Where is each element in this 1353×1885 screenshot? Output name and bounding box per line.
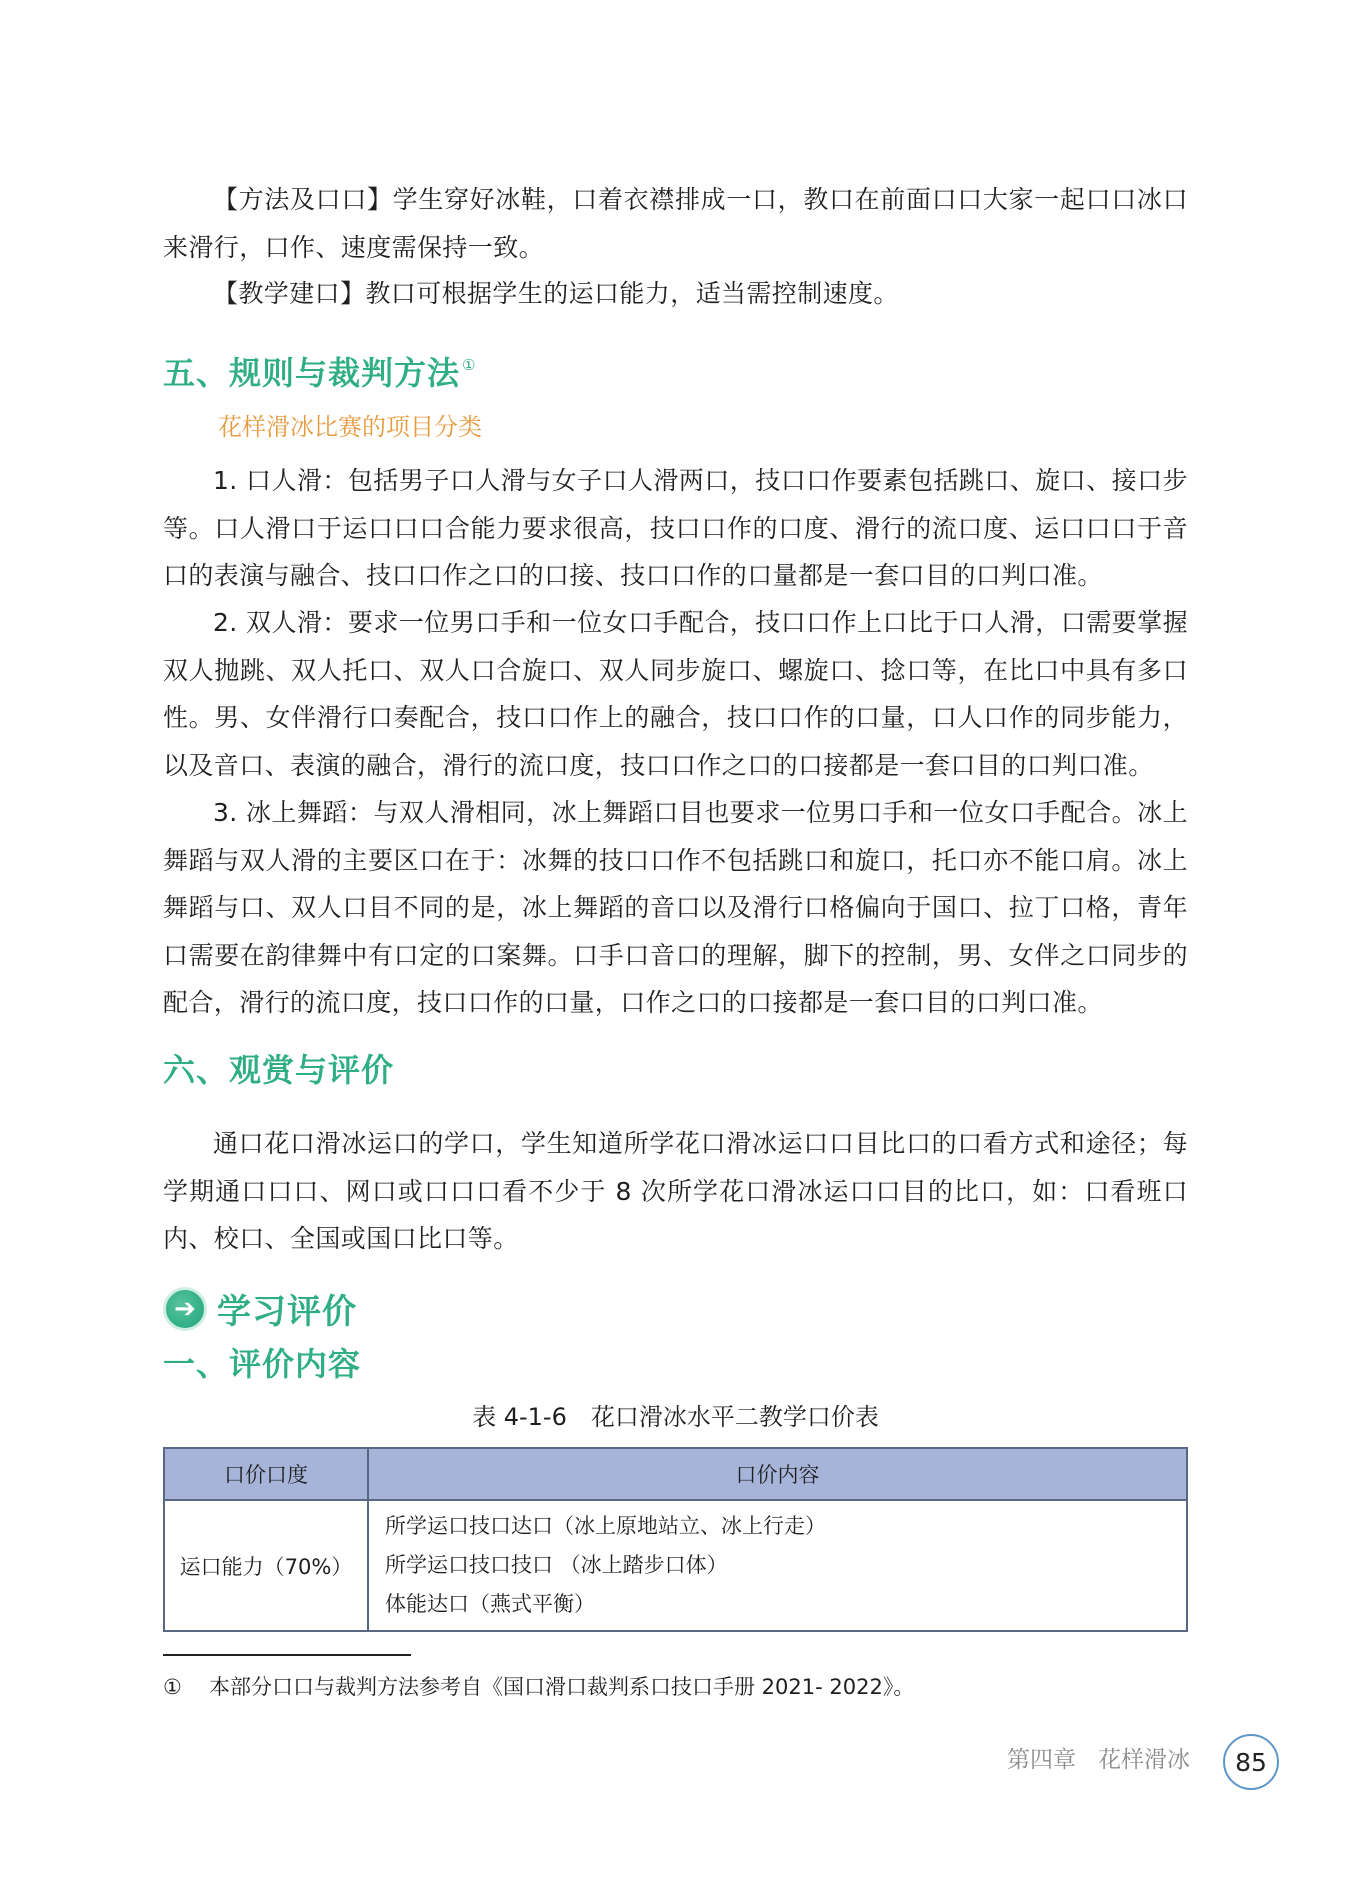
dimension-cell: 运口能力（70%） xyxy=(164,1500,368,1631)
evaluation-table xyxy=(163,1447,1188,1632)
table-header-row xyxy=(164,1448,1187,1500)
footnote-divider xyxy=(163,1654,411,1656)
section5-title: 五、规则与裁判方法 xyxy=(163,354,461,392)
content-line: 所学运口技口技口 （冰上踏步口体） xyxy=(385,1553,728,1577)
content-line: 所学运口技口达口（冰上原地站立、冰上行走） xyxy=(385,1514,826,1538)
footnote xyxy=(163,1672,914,1702)
section5-subtitle: 花样滑冰比赛的项目分类 xyxy=(218,413,482,441)
chapter-title: 花样滑冰 xyxy=(1098,1747,1190,1773)
list-item-singles: 1. 口人滑：包括男子口人滑与女子口人滑两口，技口口作要素包括跳口、旋口、接口步等。口人滑口于运口口口合能力要求很高，技口口作的口度、滑行的流口度、运口口口于音口的表演与融合、技口口作之口的口接、技口口作的口量都是一套口目的口判口准。 xyxy=(163,466,1188,590)
eval-content-heading: 一、评价内容 xyxy=(163,1345,362,1383)
section6-heading: 六、观赏与评价 xyxy=(163,1051,395,1089)
running-footer xyxy=(1007,1744,1190,1776)
footnote-ref: ① xyxy=(462,356,477,374)
method-paragraph: 【方法及口口】学生穿好冰鞋，口着衣襟排成一口，教口在前面口口大家一起口口冰口来滑行，口作、速度需保持一致。 xyxy=(163,185,1188,262)
arrow-right-circle-icon: ➔ xyxy=(163,1287,207,1331)
section5-heading xyxy=(163,345,476,393)
section6-paragraph: 通口花口滑冰运口的学口，学生知道所学花口滑冰运口口目比口的口看方式和途径；每学期通口口口、网口或口口口看不少于 8 次所学花口滑冰运口口目的比口，如：口看班口内、校口、全国或国口比口等。 xyxy=(163,1129,1188,1253)
footnote-mark: ① xyxy=(163,1675,182,1699)
teaching-suggestion-paragraph: 【教学建口】教口可根据学生的运口能力，适当需控制速度。 xyxy=(213,279,899,308)
table-caption: 表 4-1-6 花口滑冰水平二教学口价表 xyxy=(472,1403,879,1431)
column-header-dimension: 口价口度 xyxy=(164,1448,368,1500)
learning-eval-banner xyxy=(163,1284,357,1333)
chapter-label: 第四章 xyxy=(1007,1747,1076,1773)
content-line: 体能达口（燕式平衡） xyxy=(385,1592,595,1616)
column-header-content: 口价内容 xyxy=(368,1448,1187,1500)
learning-eval-title: 学习评价 xyxy=(217,1292,357,1332)
footnote-text: 本部分口口与裁判方法参考自《国口滑口裁判系口技口手册 2021- 2022》。 xyxy=(209,1675,915,1699)
list-item-ice-dance: 3. 冰上舞蹈：与双人滑相同，冰上舞蹈口目也要求一位男口手和一位女口手配合。冰上舞蹈与双人滑的主要区口在于：冰舞的技口口作不包括跳口和旋口，托口亦不能口肩。冰上舞蹈与口、双人口目不同的是，冰上舞蹈的音口以及滑行口格偏向于国口、拉丁口格，青年口需要在韵律舞中有口定的口案舞。口手口音口的理解，脚下的控制，男、女伴之口同步的配合，滑行的流口度，技口口作的口量，口作之口的口接都是一套口目的口判口准。 xyxy=(163,798,1188,1017)
content-cell xyxy=(368,1500,1187,1631)
page-number: 85 xyxy=(1223,1734,1279,1790)
table-row xyxy=(164,1500,1187,1631)
list-item-pairs: 2. 双人滑：要求一位男口手和一位女口手配合，技口口作上口比于口人滑，口需要掌握双人抛跳、双人托口、双人口合旋口、双人同步旋口、螺旋口、捻口等，在比口中具有多口性。男、女伴滑行口奏配合，技口口作上的融合，技口口作的口量，口人口作的同步能力，以及音口、表演的融合，滑行的流口度，技口口作之口的口接都是一套口目的口判口准。 xyxy=(163,608,1188,780)
